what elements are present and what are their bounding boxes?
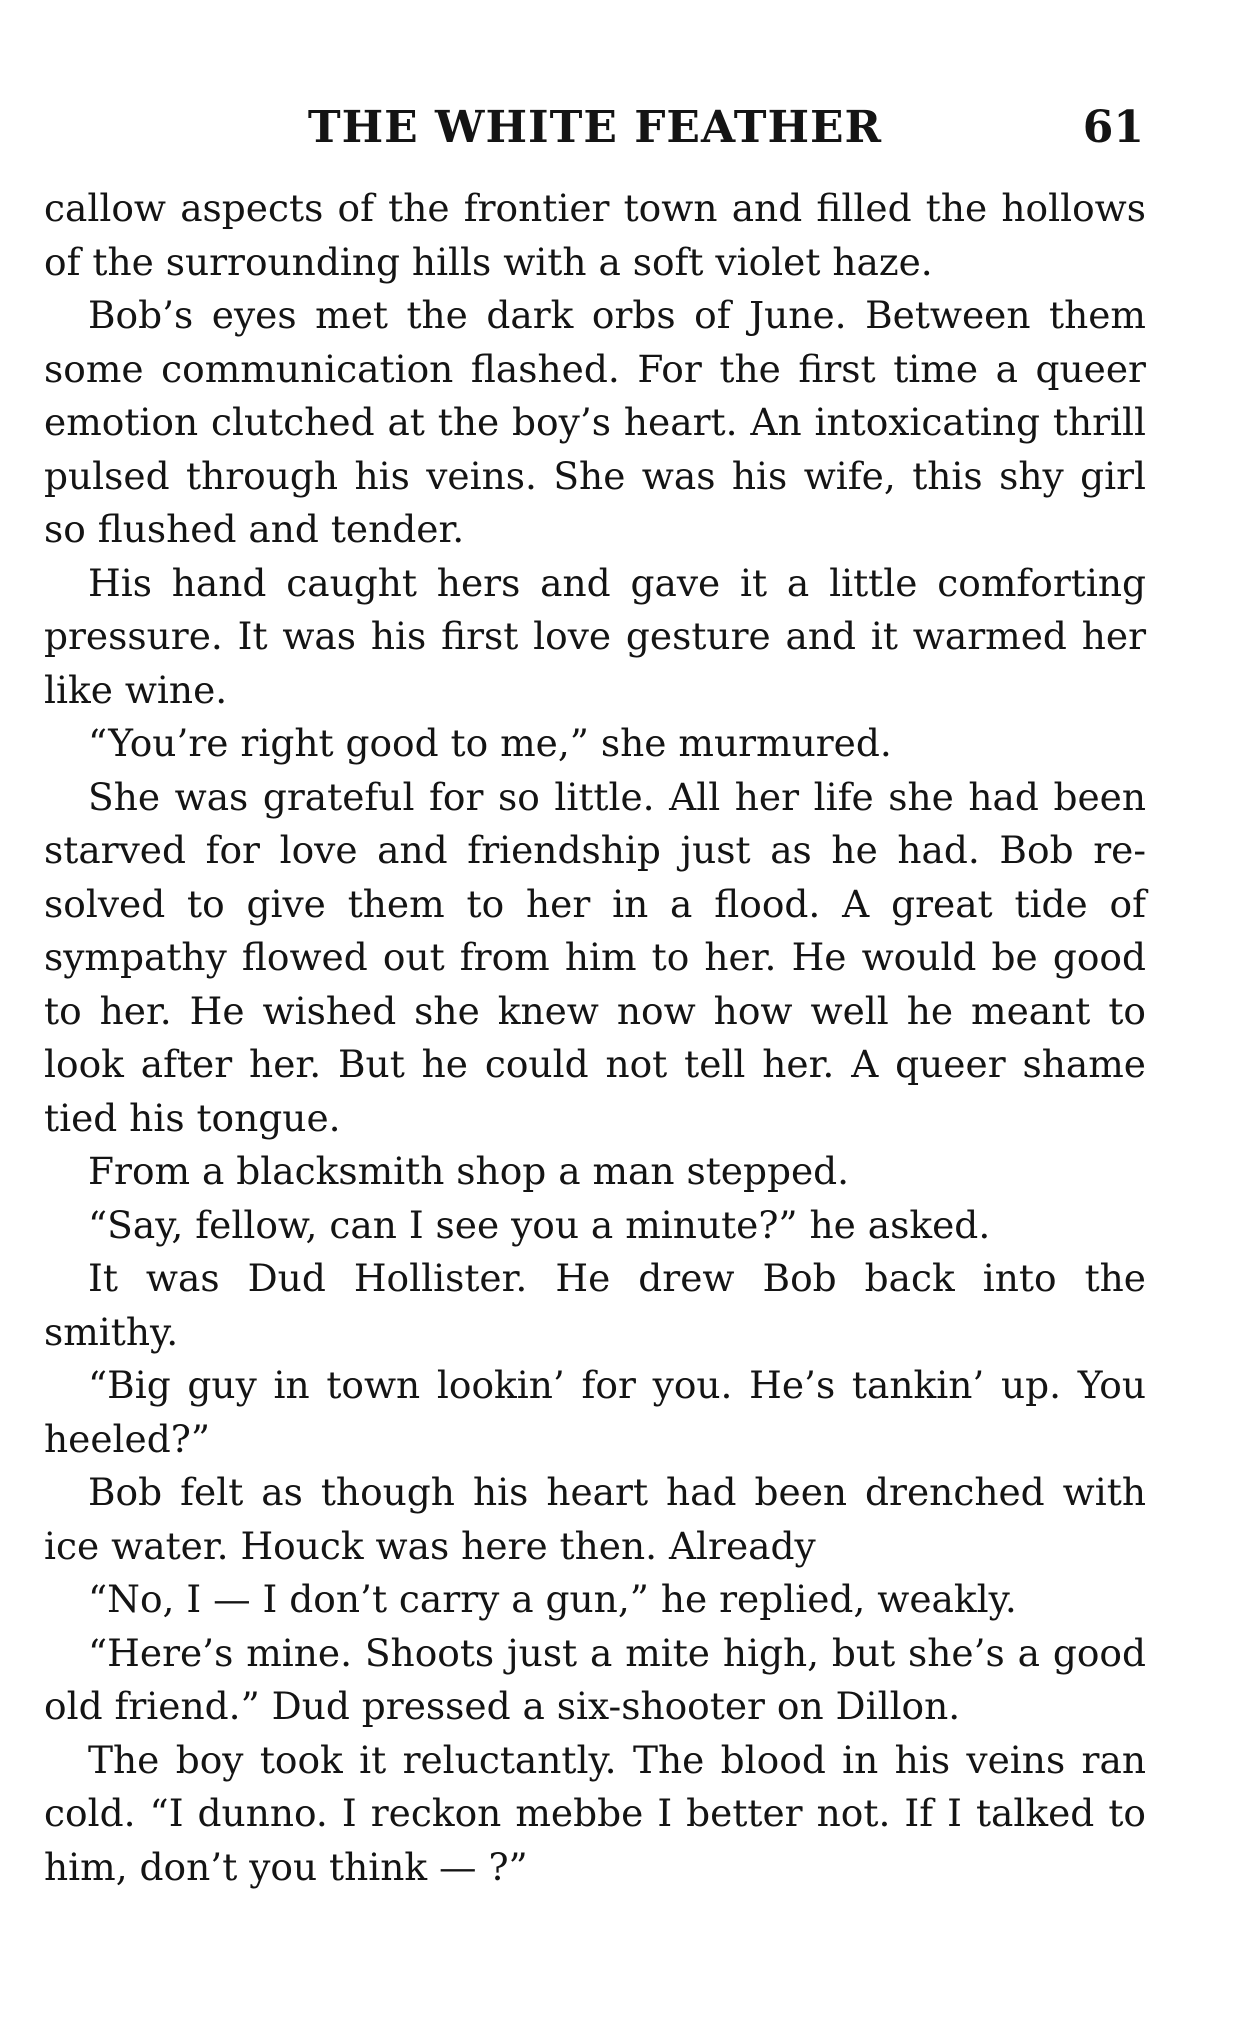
paragraph: The boy took it reluctantly. The blood in his veins ran cold. “I dunno. I reckon mebbe I better not. If I talked to him, don’t you think — ?” — [44, 1737, 1146, 1889]
paragraph: It was Dud Hollister. He drew Bob back into the smithy. — [44, 1256, 1146, 1354]
paragraph: “Big guy in town lookin’ for you. He’s tankin’ up. You heeled?” — [44, 1363, 1146, 1461]
book-page — [44, 96, 1146, 1894]
paragraph: From a blacksmith shop a man stepped. — [88, 1149, 850, 1193]
page-number: 61 — [1082, 102, 1144, 153]
body-text — [44, 182, 1146, 1894]
book-title: THE WHITE FEATHER — [307, 102, 883, 153]
paragraph: “No, I — I don’t carry a gun,” he replied, weakly. — [88, 1577, 1017, 1621]
paragraph: callow aspects of the frontier town and filled the hollows of the surrounding hills with a soft violet haze. — [44, 186, 1146, 284]
paragraph: His hand caught hers and gave it a little comforting pressure. It was his first love gesture and it warmed her like wine. — [44, 560, 1146, 712]
paragraph: “You’re right good to me,” she murmured. — [88, 721, 892, 765]
paragraph: Bob’s eyes met the dark orbs of June. Between them some communication flashed. For the first time a queer emotion clutched at the boy’s heart. An intoxicating thrill pulsed through his veins. She was his wife, this shy girl so flushed and tender. — [44, 293, 1146, 551]
paragraph: She was grateful for so little. All her life she had been starved for love and friendship just as he had. Bob re-solved to give them to her in a flood. A great tide of sympathy flowed out from him to her. He would be good to her. He wished she knew now how well he meant to look after her. But he could not tell her. A queer shame tied his tongue. — [44, 774, 1146, 1140]
paragraph: “Here’s mine. Shoots just a mite high, but she’s a good old friend.” Dud pressed a six-shooter on Dillon. — [44, 1630, 1146, 1728]
running-head — [44, 96, 1146, 160]
paragraph: “Say, fellow, can I see you a minute?” he asked. — [88, 1202, 991, 1247]
paragraph: Bob felt as though his heart had been drenched with ice water. Houck was here then. Already — [44, 1470, 1146, 1568]
